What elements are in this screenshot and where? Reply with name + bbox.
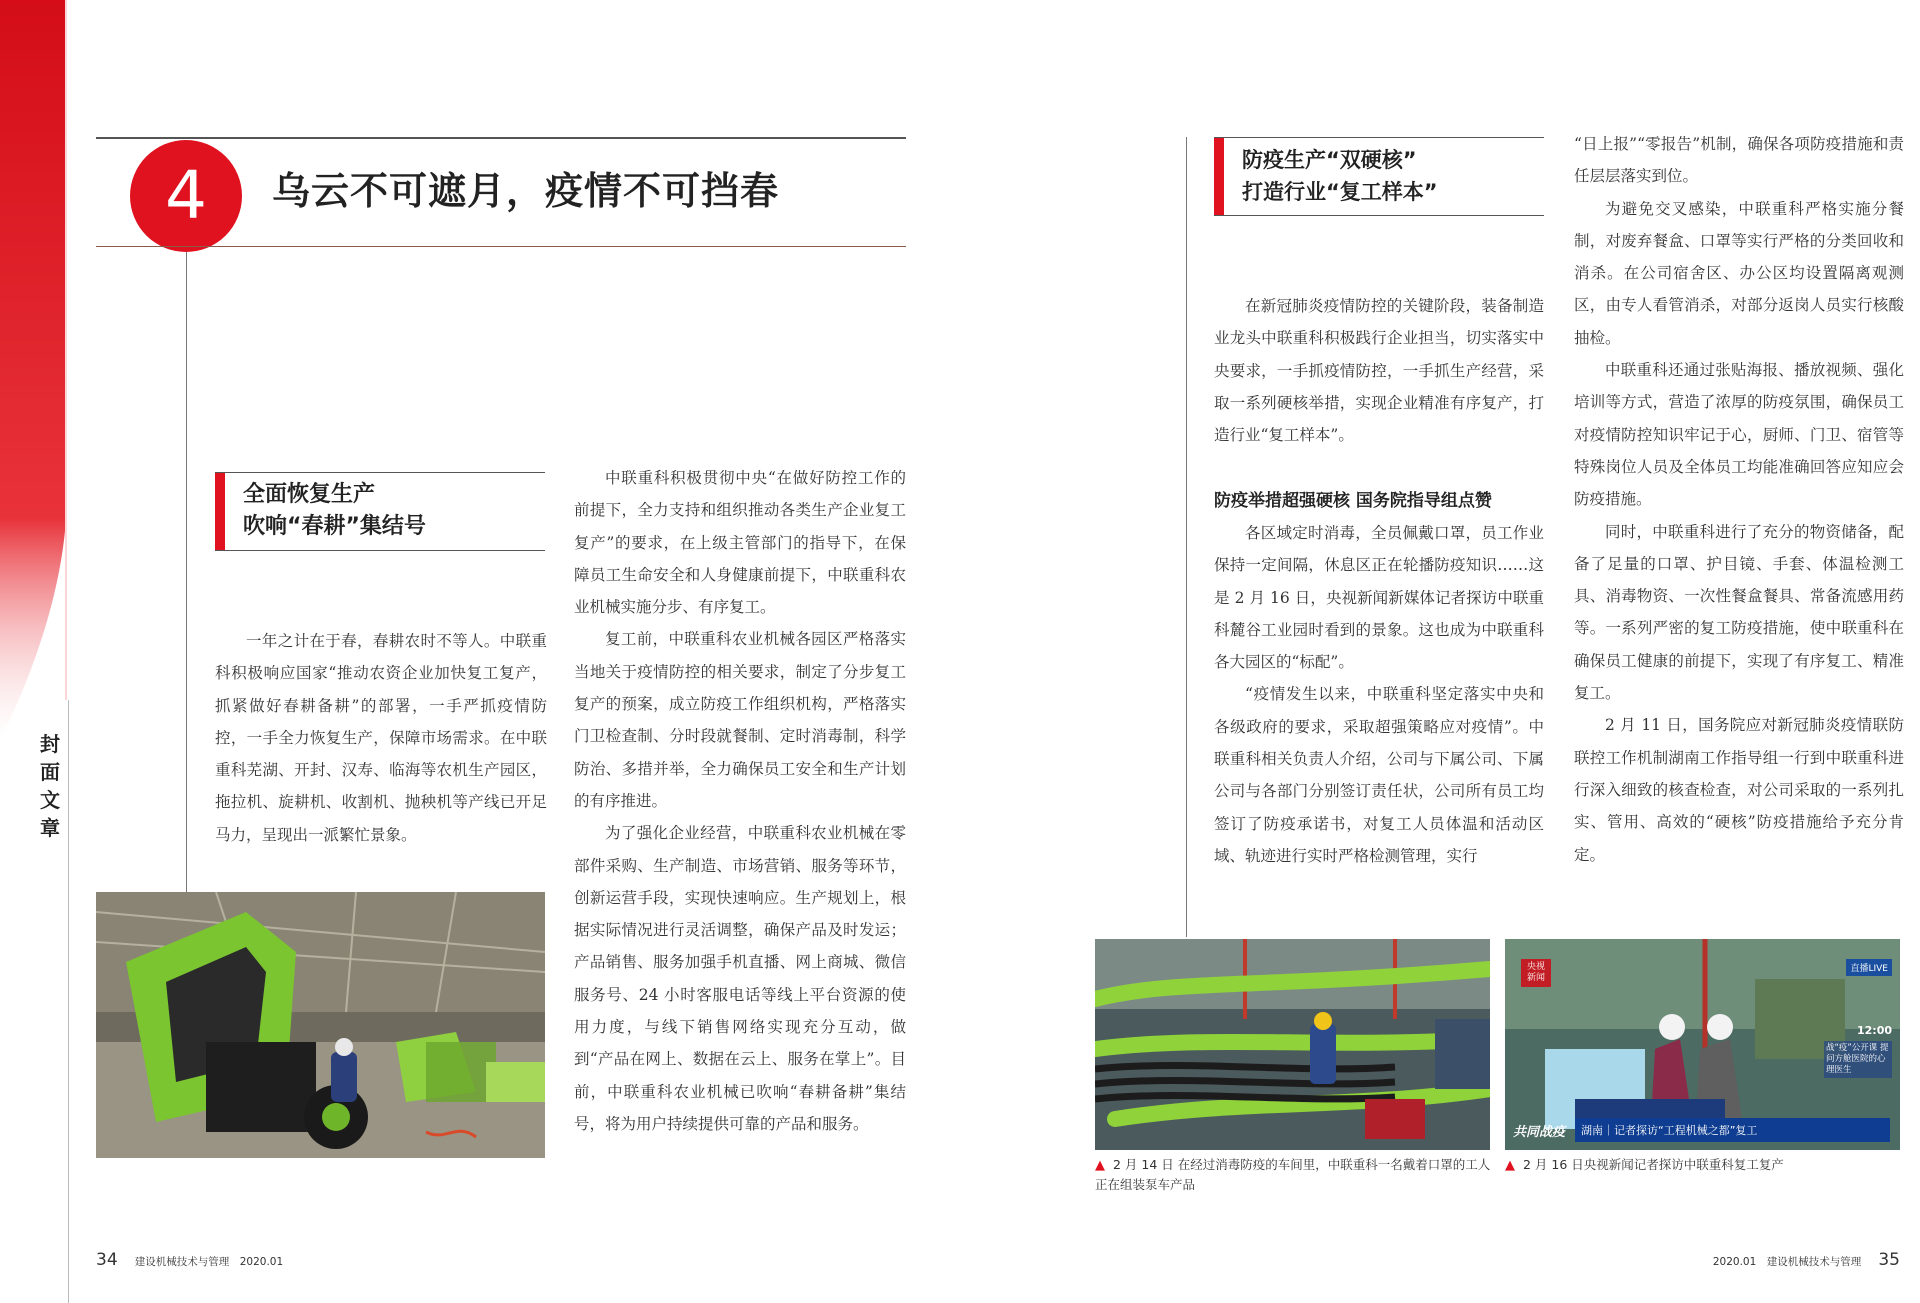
heading-accent-bar [215, 473, 225, 550]
caption-triangle-icon: ▲ [1505, 1158, 1515, 1173]
photo-cctv-news-interview [1505, 939, 1900, 1150]
right-column-2 [1574, 128, 1904, 871]
section-heading-line2: 吹响“春耕”集结号 [243, 514, 426, 539]
paragraph: 中联重科积极贯彻中央“在做好防控工作的前提下，全力支持和组织推动各类生产企业复工复产”的要求，在上级主管部门的指导下，在保障员工生命安全和人身健康前提下，中联重科农业机械实施分步、有序复工。 [574, 469, 906, 617]
left-column-2 [574, 462, 906, 1140]
magazine-footer-right: 2020.01 建设机械技术与管理 [1712, 1256, 1862, 1268]
caption-photo-1 [1095, 1155, 1495, 1194]
broadcast-banner-left: 共同战疫 [1513, 1125, 1566, 1140]
live-badge: 直播LIVE [1846, 959, 1892, 976]
paragraph: 在新冠肺炎疫情防控的关键阶段，装备制造业龙头中联重科积极践行企业担当，切实落实中央要求，一手抓疫情防控，一手抓生产经营，采取一系列硬核举措，实现企业精准有序复产，打造行业“复工样本”。 [1214, 297, 1544, 445]
footer-right [1713, 1250, 1900, 1270]
page-number-right: 35 [1878, 1250, 1900, 1270]
caption-triangle-icon: ▲ [1095, 1158, 1105, 1173]
paragraph: 一年之计在于春，春耕农时不等人。中联重科积极响应国家“推动农资企业加快复工复产，抓紧做好春耕备耕”的部署，一手严抓疫情防控，一手全力恢复生产，保障市场需求。在中联重科芜湖、开封、汉寿、临海等农机生产园区，拖拉机、旋耕机、收割机、抛秧机等产线已开足马力，呈现出一派繁忙景象。 [215, 632, 547, 844]
article-title: 乌云不可遮月，疫情不可挡春 [272, 169, 780, 213]
magazine-footer-left: 建设机械技术与管理 2020.01 [134, 1256, 284, 1268]
right-column-1 [1214, 517, 1544, 872]
paragraph: “日上报”“零报告”机制，确保各项防疫措施和责任层层落实到位。 [1574, 135, 1904, 186]
heading-accent-bar [1214, 138, 1224, 215]
left-page-vertical-line [186, 252, 187, 892]
title-top-rule [96, 137, 906, 139]
paragraph: 为避免交叉感染，中联重科严格实施分餐制，对废弃餐盒、口罩等实行严格的分类回收和消杀。在公司宿舍区、办公区均设置隔离观测区，由专人看管消杀，对部分返岗人员实行核酸抽检。 [1574, 199, 1904, 347]
section-heading-line2: 打造行业“复工样本” [1242, 180, 1438, 204]
broadcast-side-note: 战“疫”公开课 提问方舱医院的心理医生 [1824, 1041, 1892, 1078]
cctv-logo-bottom: 新闻 [1526, 973, 1545, 983]
section-heading-line1: 全面恢复生产 [243, 482, 376, 507]
section-label: 封面文章 [40, 732, 60, 840]
decorative-red-wave [0, 0, 70, 760]
section-heading-right [1214, 137, 1544, 216]
cctv-logo [1521, 959, 1551, 987]
paragraph: 2 月 11 日，国务院应对新冠肺炎疫情联防联控工作机制湖南工作指导组一行到中联重科进行深入细致的核查检查，对公司采取的一系列扎实、管用、高效的“硬核”防疫措施给予充分肯定。 [1574, 716, 1904, 864]
paragraph: 同时，中联重科进行了充分的物资储备，配备了足量的口罩、护目镜、手套、体温检测工具、消毒物资、一次性餐盒餐具、常备流感用药等。一系列严密的复工防疫措施，使中联重科在确保员工健康的前提下，实现了有序复工、精准复工。 [1574, 522, 1904, 703]
photo-pump-truck-assembly [1095, 939, 1490, 1150]
left-column-1 [215, 625, 547, 851]
left-margin-line [68, 700, 69, 1303]
caption-text: 2 月 14 日 在经过消毒防疫的车间里，中联重科一名戴着口罩的工人正在组装泵车产品 [1095, 1157, 1491, 1192]
title-bottom-rule [96, 246, 906, 247]
photo-tractor-factory [96, 892, 545, 1158]
cctv-logo-top: 央视 [1526, 962, 1545, 972]
paragraph: 各区域定时消毒，全员佩戴口罩，员工作业保持一定间隔，休息区正在轮播防疫知识……这是 2 月 16 日，央视新闻新媒体记者探访中联重科麓谷工业园时看到的景象。这也成为中联重科各大园区的“标配”。 [1214, 524, 1544, 672]
section-heading-line1: 防疫生产“双硬核” [1242, 148, 1417, 172]
subheading: 防疫举措超强硬核 国务院指导组点赞 [1214, 491, 1492, 511]
caption-text: 2 月 16 日央视新闻记者探访中联重科复工复产 [1523, 1157, 1784, 1172]
article-number-badge: 4 [130, 140, 242, 252]
paragraph: 复工前，中联重科农业机械各园区严格落实当地关于疫情防控的相关要求，制定了分步复工复产的预案，成立防疫工作组织机构，严格落实门卫检查制、分时段就餐制、定时消毒制，科学防治、多措并举，全力确保员工安全和生产计划的有序推进。 [574, 630, 906, 810]
section-heading-left [215, 472, 545, 551]
broadcast-banner: 湖南｜记者探访“工程机械之都”复工 [1575, 1118, 1890, 1142]
page-number-left: 34 [96, 1250, 118, 1270]
broadcast-time: 12:00 [1856, 1024, 1892, 1037]
caption-photo-2 [1505, 1155, 1900, 1175]
paragraph: 为了强化企业经营，中联重科农业机械在零部件采购、生产制造、市场营销、服务等环节，创新运营手段，实现快速响应。生产规划上，根据实际情况进行灵活调整，确保产品及时发运；产品销售、服务加强手机直播、网上商城、微信服务号、24 小时客服电话等线上平台资源的使用力度，与线下销售网络实现充分互动，做到“产品在网上、数据在云上、服务在掌上”。目前，中联重科农业机械已吹响“春耕备耕”集结号，将为用户持续提供可靠的产品和服务。 [574, 824, 906, 1133]
right-page-vertical-line [1186, 137, 1187, 937]
paragraph: 中联重科还通过张贴海报、播放视频、强化培训等方式，营造了浓厚的防疫氛围，确保员工对疫情防控知识牢记于心，厨师、门卫、宿管等特殊岗位人员及全体员工均能准确回答应知应会防疫措施。 [1574, 361, 1904, 509]
right-column-1-intro [1214, 290, 1544, 451]
paragraph: “疫情发生以来，中联重科坚定落实中央和各级政府的要求，采取超强策略应对疫情”。中联重科相关负责人介绍，公司与下属公司、下属公司与各部门分别签订责任状，公司所有员工均签订了防疫承诺书，对复工人员体温和活动区域、轨迹进行实时严格检测管理，实行 [1214, 685, 1544, 865]
footer-left [96, 1250, 283, 1270]
